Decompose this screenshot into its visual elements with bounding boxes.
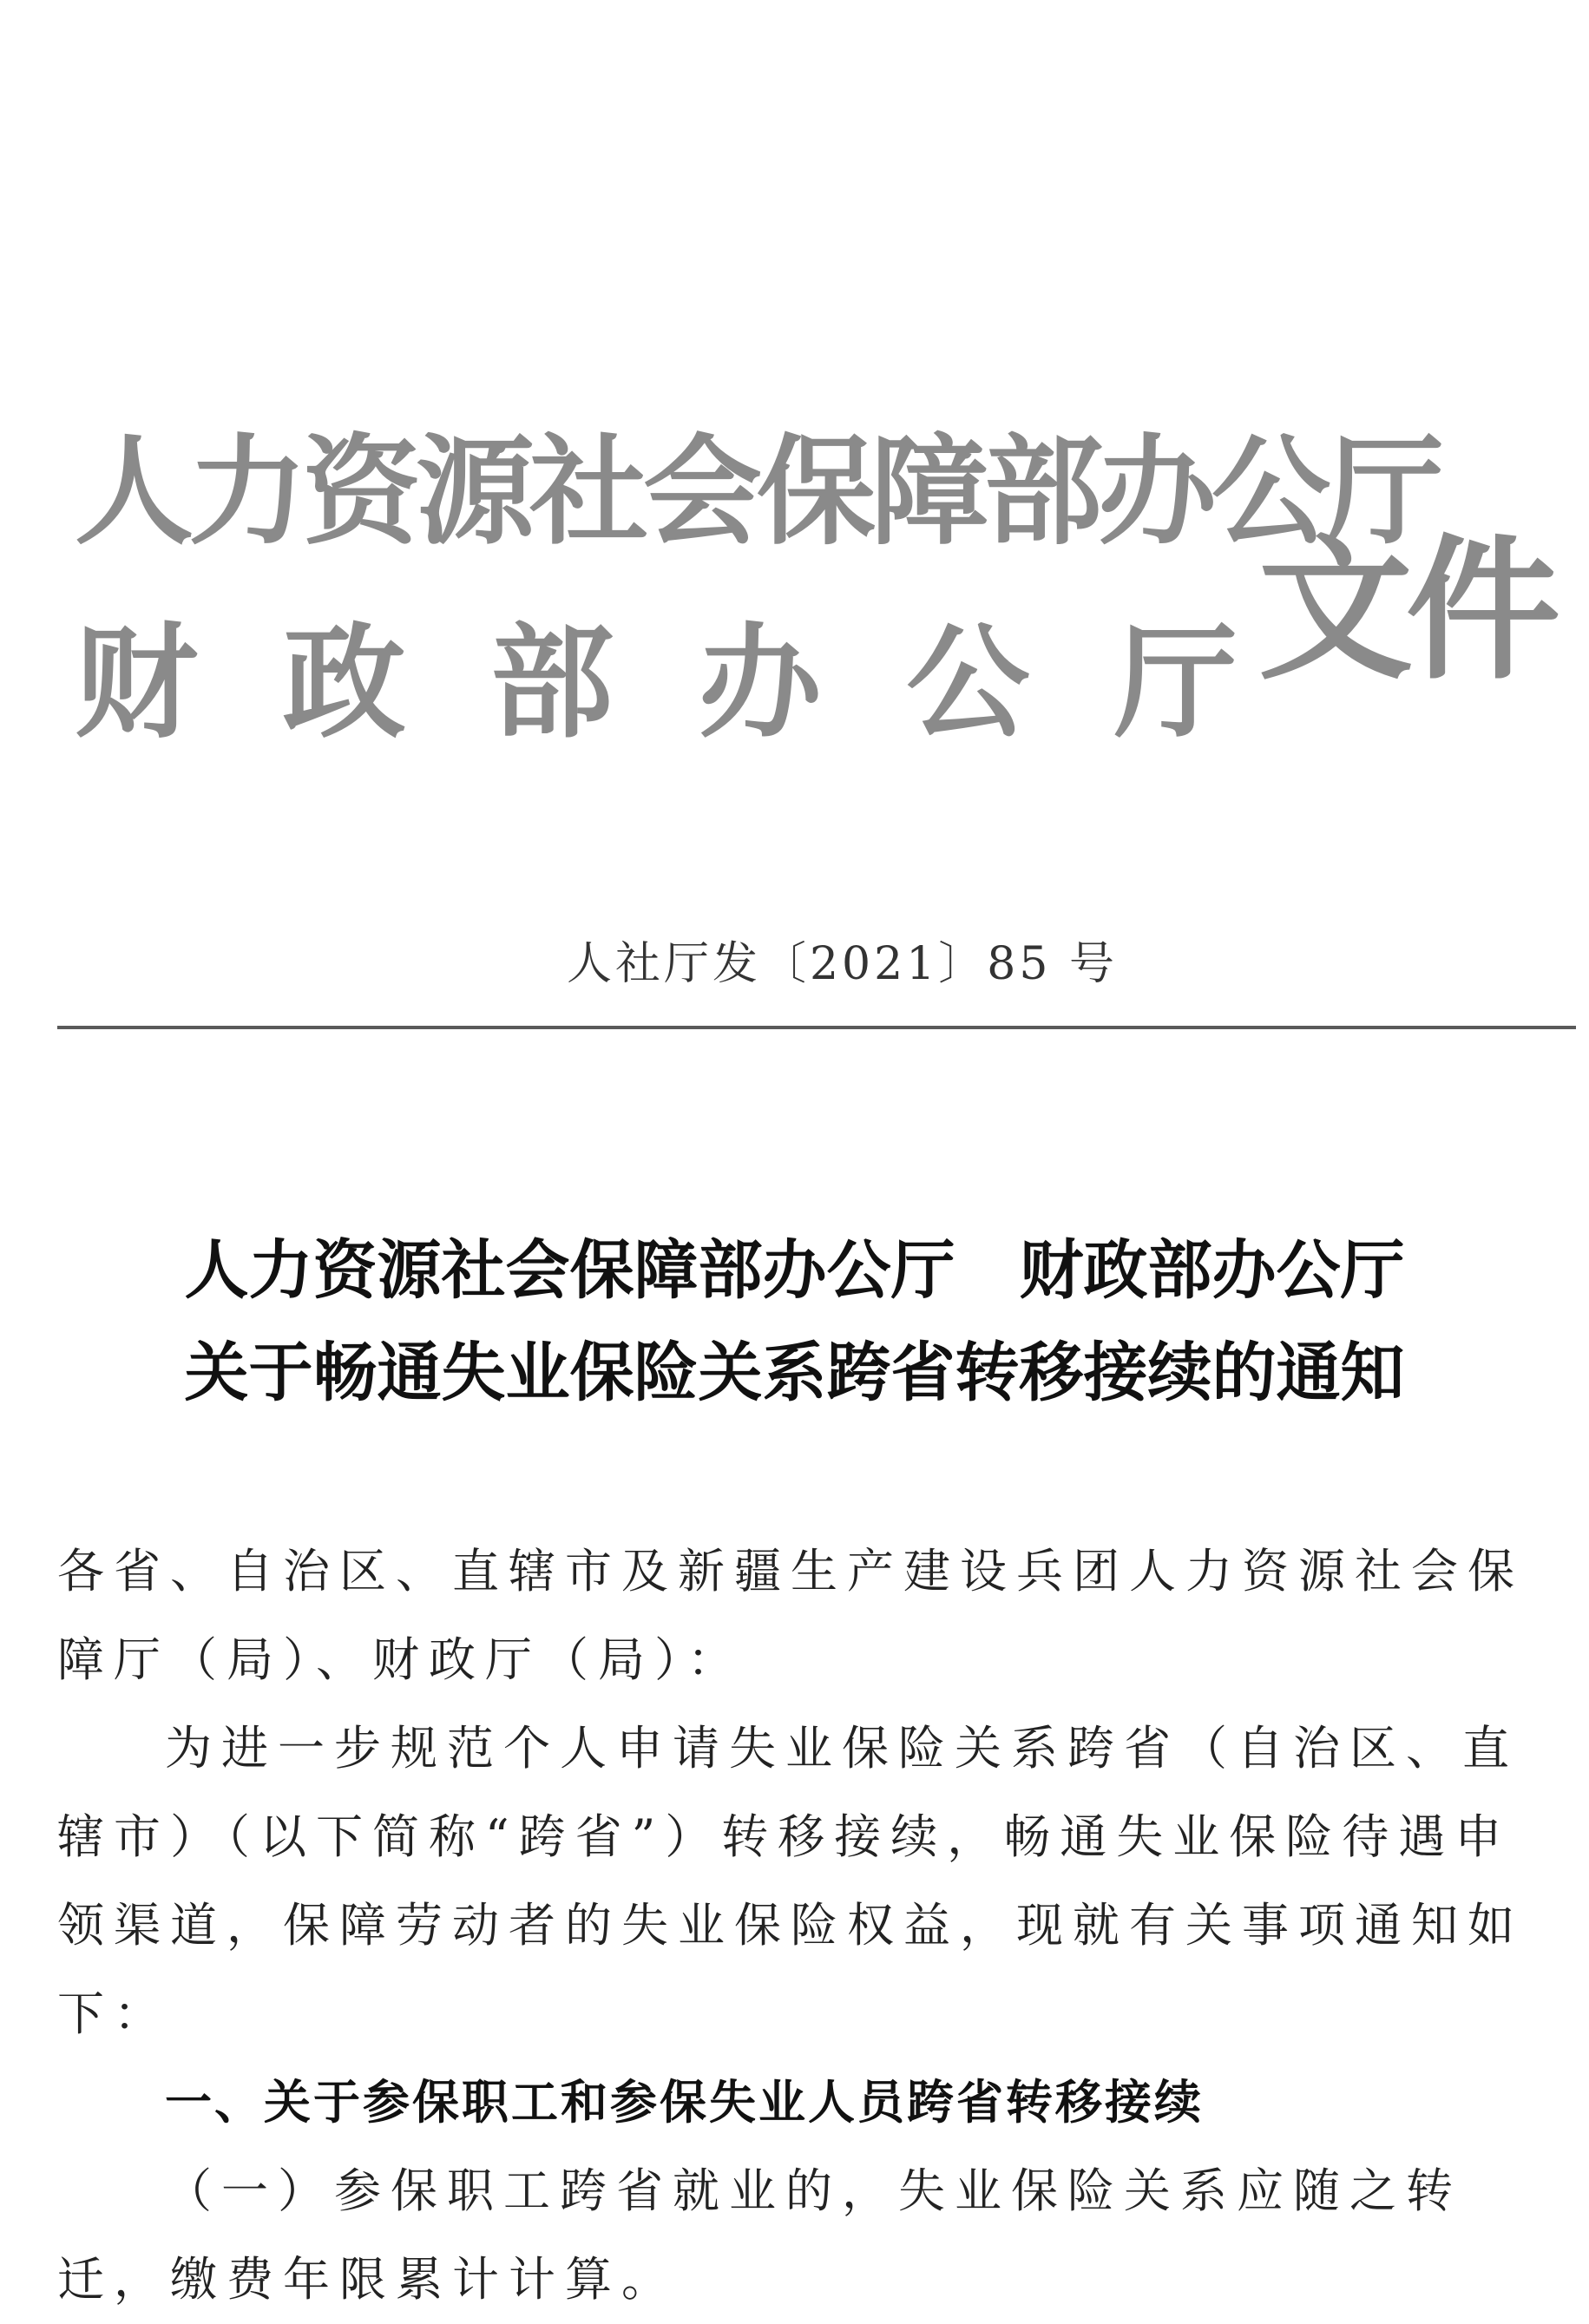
section-heading: 一、关于参保职工和参保失业人员跨省转移接续 (165, 2075, 1204, 2130)
intro-paragraph: 为进一步规范个人申请失业保险关系跨省（自治区、直辖市）（以下简称“跨省”）转移接续，畅通失业保险待遇申领渠道，保障劳动者的失业保险权益，现就有关事项通知如下： (57, 1721, 1524, 2041)
title-line-1: 人力资源社会保障部办公厅 财政部办公厅 (184, 1233, 1405, 1308)
issuer-char: 政 (282, 611, 406, 755)
issuer-char: 财 (75, 611, 198, 755)
document-number: 人社厅发〔2021〕85 号 (566, 938, 1119, 990)
issuer-line-2 (75, 573, 1238, 772)
item-paragraph: （一）参保职工跨省就业的，失业保险关系应随之转迁，缴费年限累计计算。 (57, 2163, 1462, 2307)
title-line-2: 关于畅通失业保险关系跨省转移接续的通知 (184, 1336, 1405, 1410)
recipients-paragraph: 各省、自治区、直辖市及新疆生产建设兵团人力资源社会保障厅（局）、财政厅（局）： (57, 1544, 1524, 1687)
issuer-line-1: 人力资源社会保障部办公厅 (75, 421, 1440, 561)
issuer-char: 公 (906, 611, 1030, 755)
issuer-char: 厅 (1113, 611, 1238, 755)
issuer-char: 办 (698, 611, 822, 755)
header-divider (57, 1026, 1576, 1029)
document-body (57, 1527, 1567, 2324)
issuer-char: 部 (490, 611, 614, 755)
document-title (0, 1219, 1589, 1424)
issuer-suffix: 文件 (1258, 519, 1553, 700)
